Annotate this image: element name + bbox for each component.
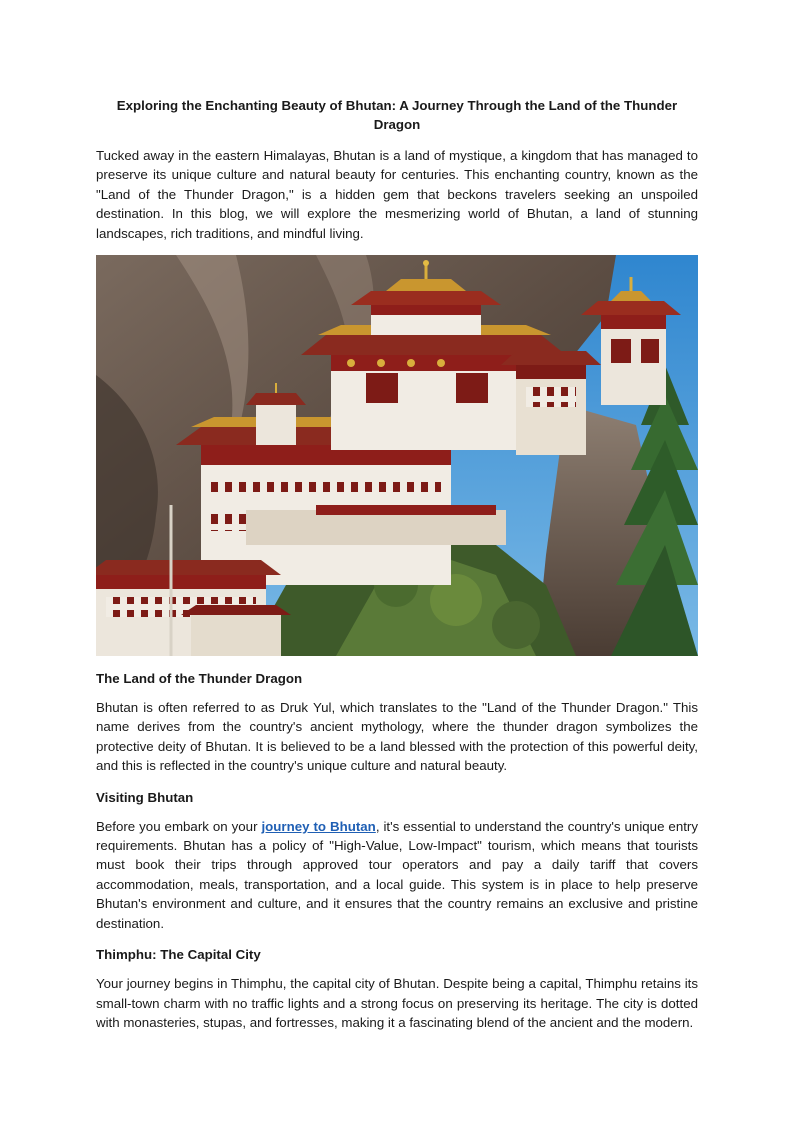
- monastery-photo: [96, 255, 698, 656]
- document-title: Exploring the Enchanting Beauty of Bhutan: A Journey Through the Land of the Thunder Dragon: [116, 98, 678, 132]
- visiting-text-before-link: Before you embark on your: [96, 818, 262, 834]
- section-heading-thunder-dragon: The Land of the Thunder Dragon: [96, 671, 303, 687]
- section-body-visiting: [96, 817, 698, 933]
- section-heading-thimphu: Thimphu: The Capital City: [96, 947, 261, 963]
- journey-to-bhutan-link[interactable]: journey to Bhutan: [261, 818, 376, 834]
- section-heading-visiting: Visiting Bhutan: [96, 789, 194, 805]
- document-page: [96, 96, 698, 1044]
- intro-paragraph: Tucked away in the eastern Himalayas, Bhutan is a land of mystique, a kingdom that has managed to preserve its unique culture and natural beauty for centuries. This enchanting country, known as the "Land of the Thunder Dragon," is a hidden gem that beckons travelers seeking an unspoiled destination. In this blog, we will explore the mesmerizing world of Bhutan, a land of stunning landscapes, rich traditions, and mindful living.: [96, 148, 698, 241]
- section-body-thimphu: Your journey begins in Thimphu, the capital city of Bhutan. Despite being a capital, Thimphu retains its small-town charm with no traffic lights and a strong focus on preserving its heritage. The city is dotted with monasteries, stupas, and fortresses, making it a fascinating blend of the ancient and the modern.: [96, 976, 698, 1030]
- section-body-thunder-dragon: Bhutan is often referred to as Druk Yul, which translates to the "Land of the Thunder Dragon." This name derives from the country's ancient mythology, where the thunder dragon symbolizes the protective deity of Bhutan. It is believed to be a land blessed with the protection of this powerful deity, and this is reflected in the country's unique culture and natural beauty.: [96, 700, 698, 774]
- visiting-text-after-link: , it's essential to understand the country's unique entry requirements. Bhutan has a policy of "High-Value, Low-Impact" tourism, which means that tourists must book their trips through approved tour operators and pay a daily tariff that covers accommodation, meals, transportation, and a local guide. This system is in place to help preserve Bhutan's environment and culture, and it ensures that the country remains an exclusive and pristine destination.: [96, 818, 698, 931]
